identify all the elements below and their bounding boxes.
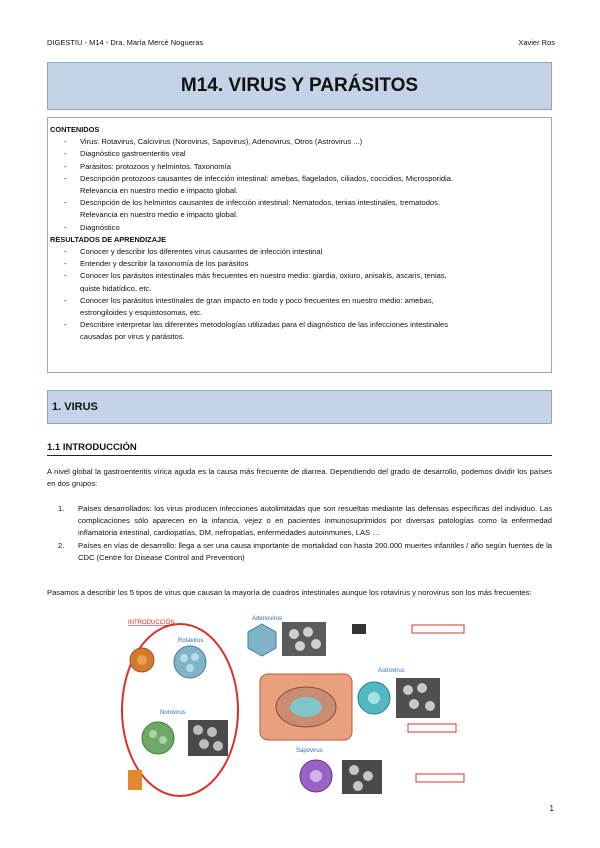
adenovirus-micrograph (282, 622, 326, 656)
adenovirus-icon (248, 624, 276, 656)
list-item: - Diagnóstico (50, 222, 543, 234)
page-title: M14. VIRUS Y PARÁSITOS (47, 62, 552, 110)
subsection-heading: 1.1 INTRODUCCIÓN (47, 442, 552, 456)
stat-box (416, 774, 464, 782)
resultados-heading: RESULTADOS DE APRENDIZAJE (50, 234, 167, 244)
rotavirus-label: Rotavirus (178, 638, 204, 644)
sapovirus-micrograph (342, 760, 382, 794)
contenidos-list (50, 136, 543, 234)
stat-box (408, 724, 456, 732)
header-author: Xavier Ros (518, 38, 555, 47)
thumbnail-icon (352, 624, 366, 634)
norovirus-micrograph (188, 720, 228, 756)
list-item: 1. Países desarrollados: los virus producen infecciones autolimitadas que son resueltas mediante las defensas específicas del individuo. Las complicaciones sólo aparecen en la infancia, vejez o en pacientes inmunosuprimidos por diversas patologías como la enfermedad inflamatoria intestinal, cardiopatías, DM, nefropatías, enfermedades autoinmunes, LAS … (58, 504, 552, 537)
stat-box (412, 625, 464, 633)
list-item: - Descripción protozoos causantes de infección intestinal: amebas, flagelados, ciliados, coccidios, Microsporidia. Relevancia en nuestro medio e impacto global. (50, 173, 543, 197)
list-item: - Entender y describir la taxonomía de los parásitos (50, 258, 543, 270)
outro-paragraph: Pasamos a describir los 5 tipos de virus que causan la mayoría de cuadros intestinales aunque los rotavirus y norovirus son los más frecuentes: (47, 588, 532, 597)
list-item: - Conocer los parásitos intestinales más frecuentes en nuestro medio: giardia, oxiuro, anisakis, ascaris, tenias, quiste hidatídico, etc. (50, 270, 543, 294)
list-item: - Diagnóstico gastroenteritis viral (50, 148, 543, 160)
intestine-diagram (260, 674, 352, 740)
list-item: - Descripción de los helmintos causantes de infección intestinal: Nematodos, tenias intestinales, trematodos. Relevancia en nuestro medio e impacto global. (50, 197, 543, 221)
sapovirus-icon (300, 760, 332, 792)
section-heading: 1. VIRUS (47, 390, 552, 424)
rotavirus-icon (174, 646, 206, 678)
resultados-list (50, 246, 543, 344)
list-item: - Conocer los parásitos intestinales de gran impacto en todo y poco frecuentes en nuestro medio: amebas, estrongiloides y esquistosomas, etc. (50, 295, 543, 319)
adenovirus-label: Adenovirus (252, 616, 283, 622)
astrovirus-micrograph (396, 678, 440, 718)
country-groups-list (58, 503, 552, 565)
norovirus-icon (142, 722, 174, 754)
astrovirus-label: Astrovirus (378, 668, 405, 674)
coronavirus-like-icon (130, 648, 154, 672)
virus-types-figure (120, 610, 480, 800)
orange-arrow-icon (128, 770, 142, 790)
list-item: - Conocer y describir los diferentes virus causantes de infección intestinal (50, 246, 543, 258)
list-item: - Virus: Rotavirus, Calcivirus (Norovirus, Sapovirus), Adenovirus, Otros (Astrovirus ...) (50, 136, 543, 148)
contenidos-heading: CONTENIDOS (50, 125, 100, 134)
list-item: - Parásitos: protozoos y helmintos. Taxonomía (50, 161, 543, 173)
list-item: 2. Países en vías de desarrollo: llega a ser una causa importante de mortalidad con hasta 200.000 muertes infantiles / año según fuentes de la CDC (Centre for Disease Control and Prevention) (58, 541, 552, 562)
list-item: - Describire interpretar las diferentes metodologías utilizadas para el diagnóstico de las infecciones intestinales causadas por virus y parásitos. (50, 319, 543, 343)
intro-paragraph: A nivel global la gastroenteritis vírica aguda es la causa más frecuente de diarrea. Dependiendo del grado de desarrollo, podemos dividir los países en dos grupos: (47, 467, 552, 488)
outline-box (47, 117, 552, 373)
header-left: DIGESTIU - M14 - Dra. María Mercè Nogueras (47, 38, 204, 47)
figure-intro-label: INTRODUCCIÓN (128, 620, 175, 626)
astrovirus-icon (358, 682, 390, 714)
page-number: 1 (549, 804, 554, 813)
sapovirus-label: Sapovirus (296, 748, 323, 754)
norovirus-label: Norovirus (160, 710, 186, 716)
